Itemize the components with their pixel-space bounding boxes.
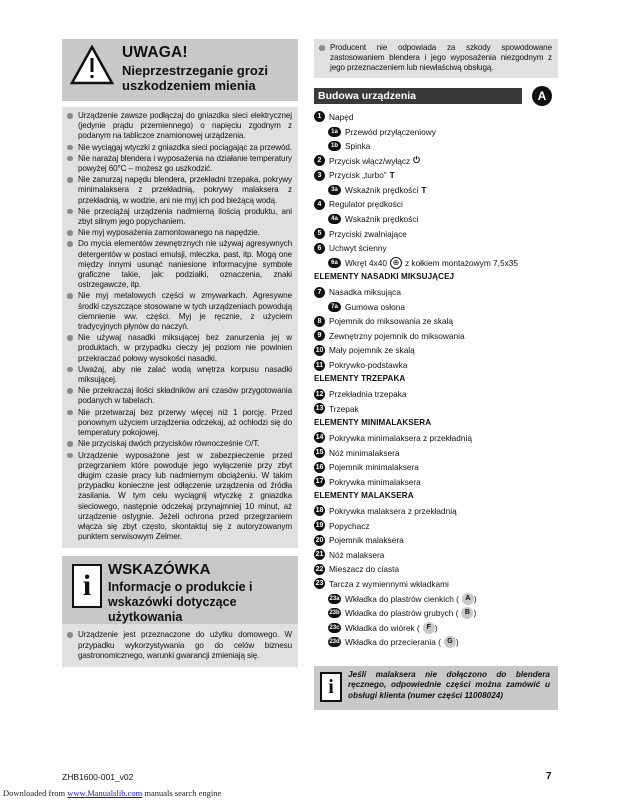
part-label: Regulator prędkości <box>329 199 403 210</box>
part-item <box>314 124 558 139</box>
part-number-badge: 9 <box>314 330 325 341</box>
list-item: Nie narażaj blendera i wyposażenia na działanie temperatury powyżej 60°C – możesz go uszkodzić. <box>62 154 298 174</box>
parts-group-header: ELEMENTY TRZEPAKA <box>314 374 406 384</box>
part-number-badge: 21 <box>315 551 324 559</box>
part-label-suffix: ) <box>455 637 459 648</box>
part-label: Pokrywka minimalaksera <box>329 476 421 487</box>
part-item <box>314 533 558 548</box>
right-notice-list <box>314 39 558 78</box>
part-item <box>314 474 558 489</box>
part-number-badge: 2 <box>314 155 325 166</box>
list-item: Urządzenie wyposażone jest w zabezpieczenie przed przegrzaniem które powoduje jego wyłączenie przy zbyt długim czasie pracy lub nadmiernym obciążeniu. W takim przypadku konieczne jest odłączenie urządzenia od źródła zasilania. W tym celu wyciągnij wtyczkę z gniazdka sieciowego, następnie odczekaj przynajmniej 10 minut, aż urządzenie ostygnie. Jeżeli ochrona przed przegrzaniem włącza się zbyt często, skontaktuj się z autoryzowanym punktem serwisowym Zelmer. <box>62 451 298 543</box>
part-item <box>314 387 558 402</box>
part-label: Napęd <box>329 111 354 122</box>
part-number-badge: 17 <box>315 478 324 486</box>
part-label: Przycisk „turbo” <box>329 170 387 181</box>
part-item <box>314 329 558 344</box>
part-item <box>314 358 558 373</box>
section-header <box>314 86 558 106</box>
part-label: Nóż malaksera <box>329 549 385 560</box>
insert-letter-badge: A <box>462 593 474 605</box>
part-number-badge: 14 <box>315 434 324 442</box>
section-badge: A <box>532 86 552 106</box>
part-label: Nasadka miksująca <box>329 287 401 298</box>
part-item <box>314 212 558 227</box>
parts-list <box>314 110 558 650</box>
part-label: Pokrywko-podstawka <box>329 360 408 370</box>
part-number-badge: 3a <box>328 185 341 195</box>
parts-group-header: ELEMENTY MALAKSERA <box>314 491 414 501</box>
part-number-badge: 19 <box>315 522 324 530</box>
part-number-badge: 20 <box>315 536 324 544</box>
info-icon: i <box>320 672 342 702</box>
left-column <box>62 39 298 667</box>
list-item: Producent nie odpowiada za szkody spowodowane zastosowaniem blendera i jego wyposażenia niezgodnym z jego przeznaczeniem lub niewłaściwą obsługą. <box>314 43 558 74</box>
part-label: Przyciski zwalniające <box>329 228 407 239</box>
part-label: Wkręt 4x40 <box>345 257 387 268</box>
part-label: Wkładka do plastrów grubych ( <box>345 608 459 619</box>
part-label: Tarcza z wymiennymi wkładkami <box>329 578 449 589</box>
list-item: Nie przekraczaj ilości składników ani czasów przygotowania podanych w tabelach. <box>62 386 298 406</box>
note-text: Jeśli malaksera nie dołączono do blendera ręcznego, odpowiednie części można zamówić u obsługi klienta (numer części 11008024) <box>348 669 550 701</box>
part-item <box>314 445 558 460</box>
part-item <box>314 562 558 577</box>
part-item <box>314 153 558 168</box>
part-number-badge: 23a <box>329 595 340 602</box>
part-label-suffix: ) <box>473 608 477 619</box>
part-item <box>314 256 558 271</box>
list-item: Nie używaj nasadki miksującej bez zanurzenia jej w produktach, w przypadku cieczy jej poziom nie powinien przekraczać połowy wysokości nasadki. <box>62 333 298 364</box>
insert-letter-badge: G <box>444 636 456 648</box>
part-item <box>314 226 558 241</box>
part-item <box>314 518 558 533</box>
insert-letter-badge: F <box>423 622 435 634</box>
warning-triangle-icon <box>70 45 114 85</box>
section-title: Budowa urządzenia <box>314 88 522 104</box>
warning-subtitle: Nieprzestrzeganie grozi uszkodzeniem mienia <box>122 63 268 93</box>
part-label: Mały pojemnik ze skalą <box>329 345 415 356</box>
part-number-badge: 8 <box>314 316 325 327</box>
part-label-suffix: ) <box>434 622 438 633</box>
screw-icon: ⊕ <box>390 257 402 269</box>
part-label-suffix: z kołkiem montażowym 7,5x35 <box>404 257 518 268</box>
parts-group-header: ELEMENTY MINIMALAKSERA <box>314 418 432 428</box>
part-number-badge: 10 <box>315 346 324 354</box>
part-item <box>314 139 558 154</box>
list-item: Do mycia elementów zewnętrznych nie używaj agresywnych detergentów w postaci emulsji, mleczka, past, itp. Mogą one między innymi usunąć naniesione informacyjne symbole graficzne takie, jak: podziałki, oznaczenia, znaki ostrzegawcze, itp. <box>62 239 298 290</box>
part-number-badge: 6 <box>314 243 325 254</box>
part-label: Nóż minimalaksera <box>329 447 400 458</box>
part-number-badge: 1a <box>328 127 341 137</box>
part-item <box>314 110 558 125</box>
info-subtitle: Informacje o produkcie i wskazówki dotyczące użytkowania <box>108 580 253 625</box>
part-label: Pojemnik do miksowania ze skalą <box>329 316 454 327</box>
part-label: Trzepak <box>329 403 359 414</box>
part-label: Przekładnia trzepaka <box>329 389 407 400</box>
part-item <box>314 591 558 606</box>
info-title: WSKAZÓWKA <box>108 561 211 579</box>
part-item <box>314 285 558 300</box>
list-item: Uważaj, aby nie zalać wodą wnętrza korpusu nasadki miksującej. <box>62 365 298 385</box>
info-header <box>62 556 298 624</box>
part-number-badge: 7a <box>328 302 341 312</box>
part-item <box>314 547 558 562</box>
part-label: Przycisk włącz/wyłącz <box>329 155 411 166</box>
part-label: Popychacz <box>329 520 370 531</box>
info-list <box>62 624 298 667</box>
list-item: Nie przyciskaj dwóch przycisków równocześnie ⏻/T. <box>62 439 298 449</box>
part-number-badge: 15 <box>315 449 324 457</box>
part-number-badge: 11 <box>315 361 324 369</box>
part-item <box>314 241 558 256</box>
document-code: ZHB1600-001_v02 <box>62 772 134 782</box>
power-icon: ⏻ <box>413 155 420 166</box>
list-item: Nie wyciągaj wtyczki z gniazdka sieci pociągając za przewód. <box>62 143 298 153</box>
warning-list <box>62 107 298 548</box>
part-label: Pojemnik minimalaksera <box>329 462 419 473</box>
part-number-badge: 3 <box>314 170 325 181</box>
part-number-badge: 18 <box>315 507 324 515</box>
insert-letter-badge: B <box>461 607 473 619</box>
part-label: Przewód przyłączeniowy <box>345 126 436 137</box>
turbo-icon: T <box>389 170 395 181</box>
note-box <box>314 666 558 710</box>
part-item <box>314 504 558 519</box>
part-item <box>314 197 558 212</box>
part-number-badge: 5 <box>314 228 325 239</box>
part-label: Pokrywka minimalaksera z przekładnią <box>329 432 472 443</box>
page-number: 7 <box>546 771 552 782</box>
part-number-badge: 23 <box>315 580 324 588</box>
part-label: Zewnętrzny pojemnik do miksowania <box>329 330 465 341</box>
part-label: Pojemnik malaksera <box>329 535 404 546</box>
turbo-icon: T <box>421 184 427 195</box>
part-number-badge: 4 <box>314 199 325 210</box>
list-item: Urządzenie zawsze podłączaj do gniazdka sieci elektrycznej (jedynie prądu przemiennego) o napięciu zgodnym z podanym na tabliczce znamionowej urządzenia. <box>62 111 298 142</box>
part-item <box>314 431 558 446</box>
part-label: Mieszacz do ciasta <box>329 564 400 575</box>
part-label: Wkładka do plastrów cienkich ( <box>345 593 459 604</box>
part-label: Wkładka do wiórek ( <box>345 622 420 633</box>
part-label: Gumowa osłona <box>345 301 405 312</box>
right-column <box>314 39 558 710</box>
part-label: Wskaźnik prędkości <box>345 214 419 225</box>
part-number-badge: 4a <box>328 214 341 224</box>
part-number-badge: 6a <box>328 258 341 268</box>
part-number-badge: 22 <box>315 565 324 573</box>
part-number-badge: 23d <box>329 639 340 646</box>
part-number-badge: 12 <box>315 390 324 398</box>
list-item: Nie zanurzaj napędu blendera, przekładni trzepaka, pokrywy minimalaksera z przekładnią, pokrywy malaksera z przekładnią, w wodzie, ani nie myj ich pod bieżącą wodą. <box>62 175 298 206</box>
list-item: Nie myj metalowych części w zmywarkach. Agresywne środki czyszczące stosowane w tych urządzeniach powodują ciemnienie ww. części. Myj je ręcznie, z użyciem tradycyjnych płynów do naczyń. <box>62 291 298 332</box>
parts-group-header: ELEMENTY NASADKI MIKSUJĄCEJ <box>314 272 455 282</box>
part-item <box>314 183 558 198</box>
part-label: Pokrywka malaksera z przekładnią <box>329 505 457 516</box>
list-item: Nie przetwarzaj bez przerwy więcej niż 1 porcję. Przed ponownym użyciem urządzenia odczekaj, aż ochłodzi się do temperatury pokojowej. <box>62 408 298 439</box>
info-icon: i <box>72 564 102 608</box>
part-label: Wskaźnik prędkości <box>345 184 419 195</box>
part-label: Wkładka do przecierania ( <box>345 637 441 648</box>
warning-title: UWAGA! <box>122 44 188 61</box>
manualslib-link[interactable]: www.Manualslib.com <box>67 788 143 798</box>
part-item <box>314 299 558 314</box>
part-item <box>314 620 558 635</box>
part-number-badge: 7 <box>314 287 325 298</box>
part-item <box>314 401 558 416</box>
part-label: Spinka <box>345 141 371 152</box>
part-number-badge: 16 <box>315 463 324 471</box>
part-label-suffix: ) <box>473 593 477 604</box>
part-item <box>314 460 558 475</box>
part-item <box>314 606 558 621</box>
part-label: Uchwyt ścienny <box>329 243 387 254</box>
list-item: Nie myj wyposażenia zamontowanego na napędzie. <box>62 228 298 238</box>
part-item <box>314 577 558 592</box>
part-item <box>314 635 558 650</box>
part-number-badge: 1b <box>328 141 341 151</box>
part-item <box>314 314 558 329</box>
part-item <box>314 343 558 358</box>
download-footer: Downloaded from www.Manualslib.com manuals search engine <box>3 788 222 798</box>
part-item <box>314 168 558 183</box>
part-number-badge: 23c <box>329 624 340 631</box>
part-number-badge: 1 <box>314 111 325 122</box>
part-number-badge: 23b <box>329 610 340 617</box>
list-item: Urządzenie jest przeznaczone do użytku domowego. W przypadku wykorzystywania go do celów biznesu gastronomicznego, warunki gwarancji zmieniają się. <box>62 630 298 661</box>
list-item: Nie przeciążaj urządzenia nadmierną ilością produktu, ani zbyt silnym jego popychaniem. <box>62 207 298 227</box>
warning-header <box>62 39 298 101</box>
part-number-badge: 13 <box>315 405 324 413</box>
